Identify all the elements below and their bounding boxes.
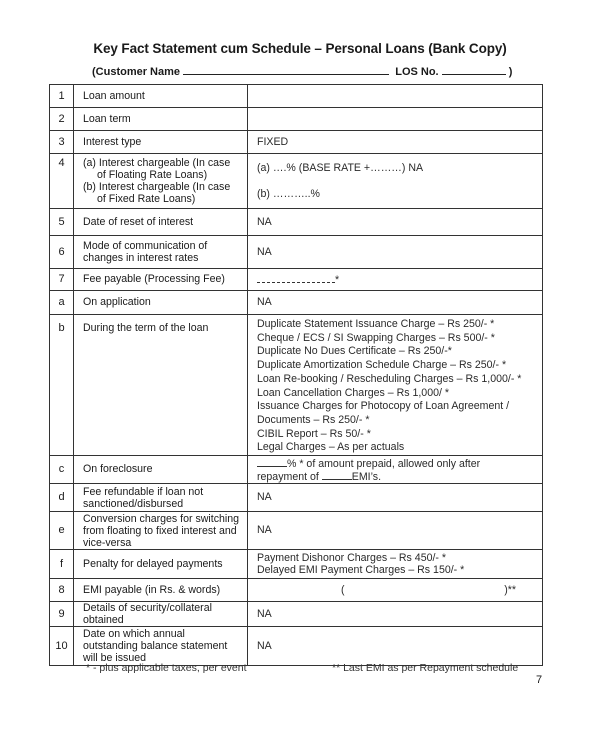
customer-name-blank[interactable] (183, 65, 389, 75)
processing-fee-value (248, 269, 543, 291)
row-number: b (50, 315, 74, 456)
row-label (74, 154, 248, 209)
table-row-communication-mode (50, 236, 543, 269)
row-number: a (50, 291, 74, 315)
charge-item: Loan Cancellation Charges – Rs 1,000/ * (257, 386, 449, 399)
row-number: 9 (50, 602, 74, 627)
foreclosure-text-2: repayment of (257, 470, 322, 483)
los-number-label: LOS No. (395, 66, 439, 78)
footnote-last-emi: ** Last EMI as per Repayment schedule (332, 662, 519, 674)
table-row-on-application (50, 291, 543, 315)
emi-payable-value[interactable] (248, 579, 543, 602)
charges-list (248, 315, 543, 456)
row-number: c (50, 456, 74, 484)
interest-fixed-label: (b) Interest chargeable (In case of Fixed Rate Loans) (83, 181, 231, 205)
charge-item: Duplicate Statement Issuance Charge – Rs 250/- * (257, 318, 495, 330)
row-number: f (50, 550, 74, 579)
table-row-security-details (50, 602, 543, 627)
foreclosure-emi-blank[interactable] (322, 470, 352, 480)
row-number: d (50, 484, 74, 512)
page-number: 7 (536, 674, 543, 686)
row-number: 6 (50, 236, 74, 269)
table-row-reset-date (50, 209, 543, 236)
conversion-charges-value: NA (248, 512, 543, 550)
table-row-during-term (50, 315, 543, 456)
row-label: Penalty for delayed payments (74, 550, 248, 579)
row-label: Date of reset of interest (74, 209, 248, 236)
foreclosure-percent-blank[interactable] (257, 457, 287, 467)
reset-date-value: NA (248, 209, 543, 236)
footnote-taxes: * - plus applicable taxes, per event (86, 662, 247, 674)
table-row-conversion-charges (50, 512, 543, 550)
row-number: 2 (50, 108, 74, 131)
interest-floating-label: (a) Interest chargeable (In case of Floating Rate Loans) (83, 157, 231, 181)
statement-date-value: NA (248, 627, 543, 666)
on-application-value: NA (248, 291, 543, 315)
customer-name-label: (Customer Name (92, 66, 181, 78)
row-label: Interest type (74, 131, 248, 154)
table-row-foreclosure (50, 456, 543, 484)
loan-term-value[interactable] (248, 108, 543, 131)
foreclosure-text-3: EMI’s. (351, 470, 382, 483)
table-row-loan-term (50, 108, 543, 131)
fixed-rate-value: (b) ………..% (257, 187, 320, 200)
document-title: Key Fact Statement cum Schedule – Personal Loans (Bank Copy) (93, 41, 507, 56)
charge-item: Duplicate Amortization Schedule Charge – Rs 250/- * (257, 359, 507, 372)
charge-item: Loan Re-booking / Rescheduling Charges – Rs 1,000/- * (257, 372, 522, 385)
subtitle-close-paren: ) (508, 66, 513, 78)
foreclosure-text-1: % * of amount prepaid, allowed only after (287, 457, 481, 470)
row-number: 5 (50, 209, 74, 236)
los-number-blank[interactable] (442, 65, 506, 75)
row-number: 7 (50, 269, 74, 291)
row-label: Details of security/collateral obtained (74, 602, 248, 627)
row-number: 10 (50, 627, 74, 666)
table-row-fee-refundable (50, 484, 543, 512)
row-number: 3 (50, 131, 74, 154)
charge-item: Legal Charges – As per actuals (257, 441, 405, 454)
interest-chargeable-value (248, 154, 543, 209)
row-number: 4 (50, 154, 74, 209)
row-number: 1 (50, 85, 74, 108)
customer-line (92, 65, 512, 78)
emi-close-paren: )** (504, 584, 516, 597)
table-row-interest-type (50, 131, 543, 154)
row-label: Loan amount (74, 85, 248, 108)
foreclosure-value (248, 456, 543, 484)
row-label: On application (74, 291, 248, 315)
table-row-processing-fee (50, 269, 543, 291)
emi-open-paren: ( (341, 584, 345, 597)
dishonor-charge: Payment Dishonor Charges – Rs 450/- * (257, 552, 447, 565)
security-details-value: NA (248, 602, 543, 627)
penalty-value (248, 550, 543, 579)
charge-item: Issuance Charges for Photocopy of Loan Agreement / (257, 400, 510, 413)
table-row-loan-amount (50, 85, 543, 108)
charge-item: Duplicate No Dues Certificate – Rs 250/-* (257, 345, 452, 358)
fee-refundable-value: NA (248, 484, 543, 512)
charge-item: Documents – Rs 250/- * (257, 413, 370, 426)
processing-fee-blank[interactable] (257, 272, 335, 283)
loan-amount-value[interactable] (248, 85, 543, 108)
row-label: Conversion charges for switching from floating to fixed interest and vice-versa (74, 512, 248, 550)
charge-item: CIBIL Report – Rs 50/- * (257, 427, 371, 440)
row-label: Loan term (74, 108, 248, 131)
row-label: Mode of communication of changes in interest rates (74, 236, 248, 269)
table-row-interest-chargeable (50, 154, 543, 209)
row-label: On foreclosure (74, 456, 248, 484)
delayed-emi-charge: Delayed EMI Payment Charges – Rs 150/- * (257, 564, 465, 577)
key-fact-table (49, 84, 543, 666)
row-label: During the term of the loan (74, 315, 248, 456)
table-row-delayed-payment-penalty (50, 550, 543, 579)
row-label: Fee refundable if loan not sanctioned/disbursed (74, 484, 248, 512)
table-row-statement-date (50, 627, 543, 666)
row-label: Fee payable (Processing Fee) (74, 269, 248, 291)
row-number: e (50, 512, 74, 550)
row-number: 8 (50, 579, 74, 602)
row-label: EMI payable (in Rs. & words) (74, 579, 248, 602)
table-row-emi-payable (50, 579, 543, 602)
floating-rate-value: (a) ….% (BASE RATE +………) NA (257, 162, 424, 174)
interest-type-value: FIXED (248, 131, 543, 154)
row-label: Date on which annual outstanding balance statement will be issued (74, 627, 248, 666)
charge-item: Cheque / ECS / SI Swapping Charges – Rs 500/- * (257, 331, 495, 344)
communication-mode-value: NA (248, 236, 543, 269)
processing-fee-asterisk: * (335, 274, 340, 287)
